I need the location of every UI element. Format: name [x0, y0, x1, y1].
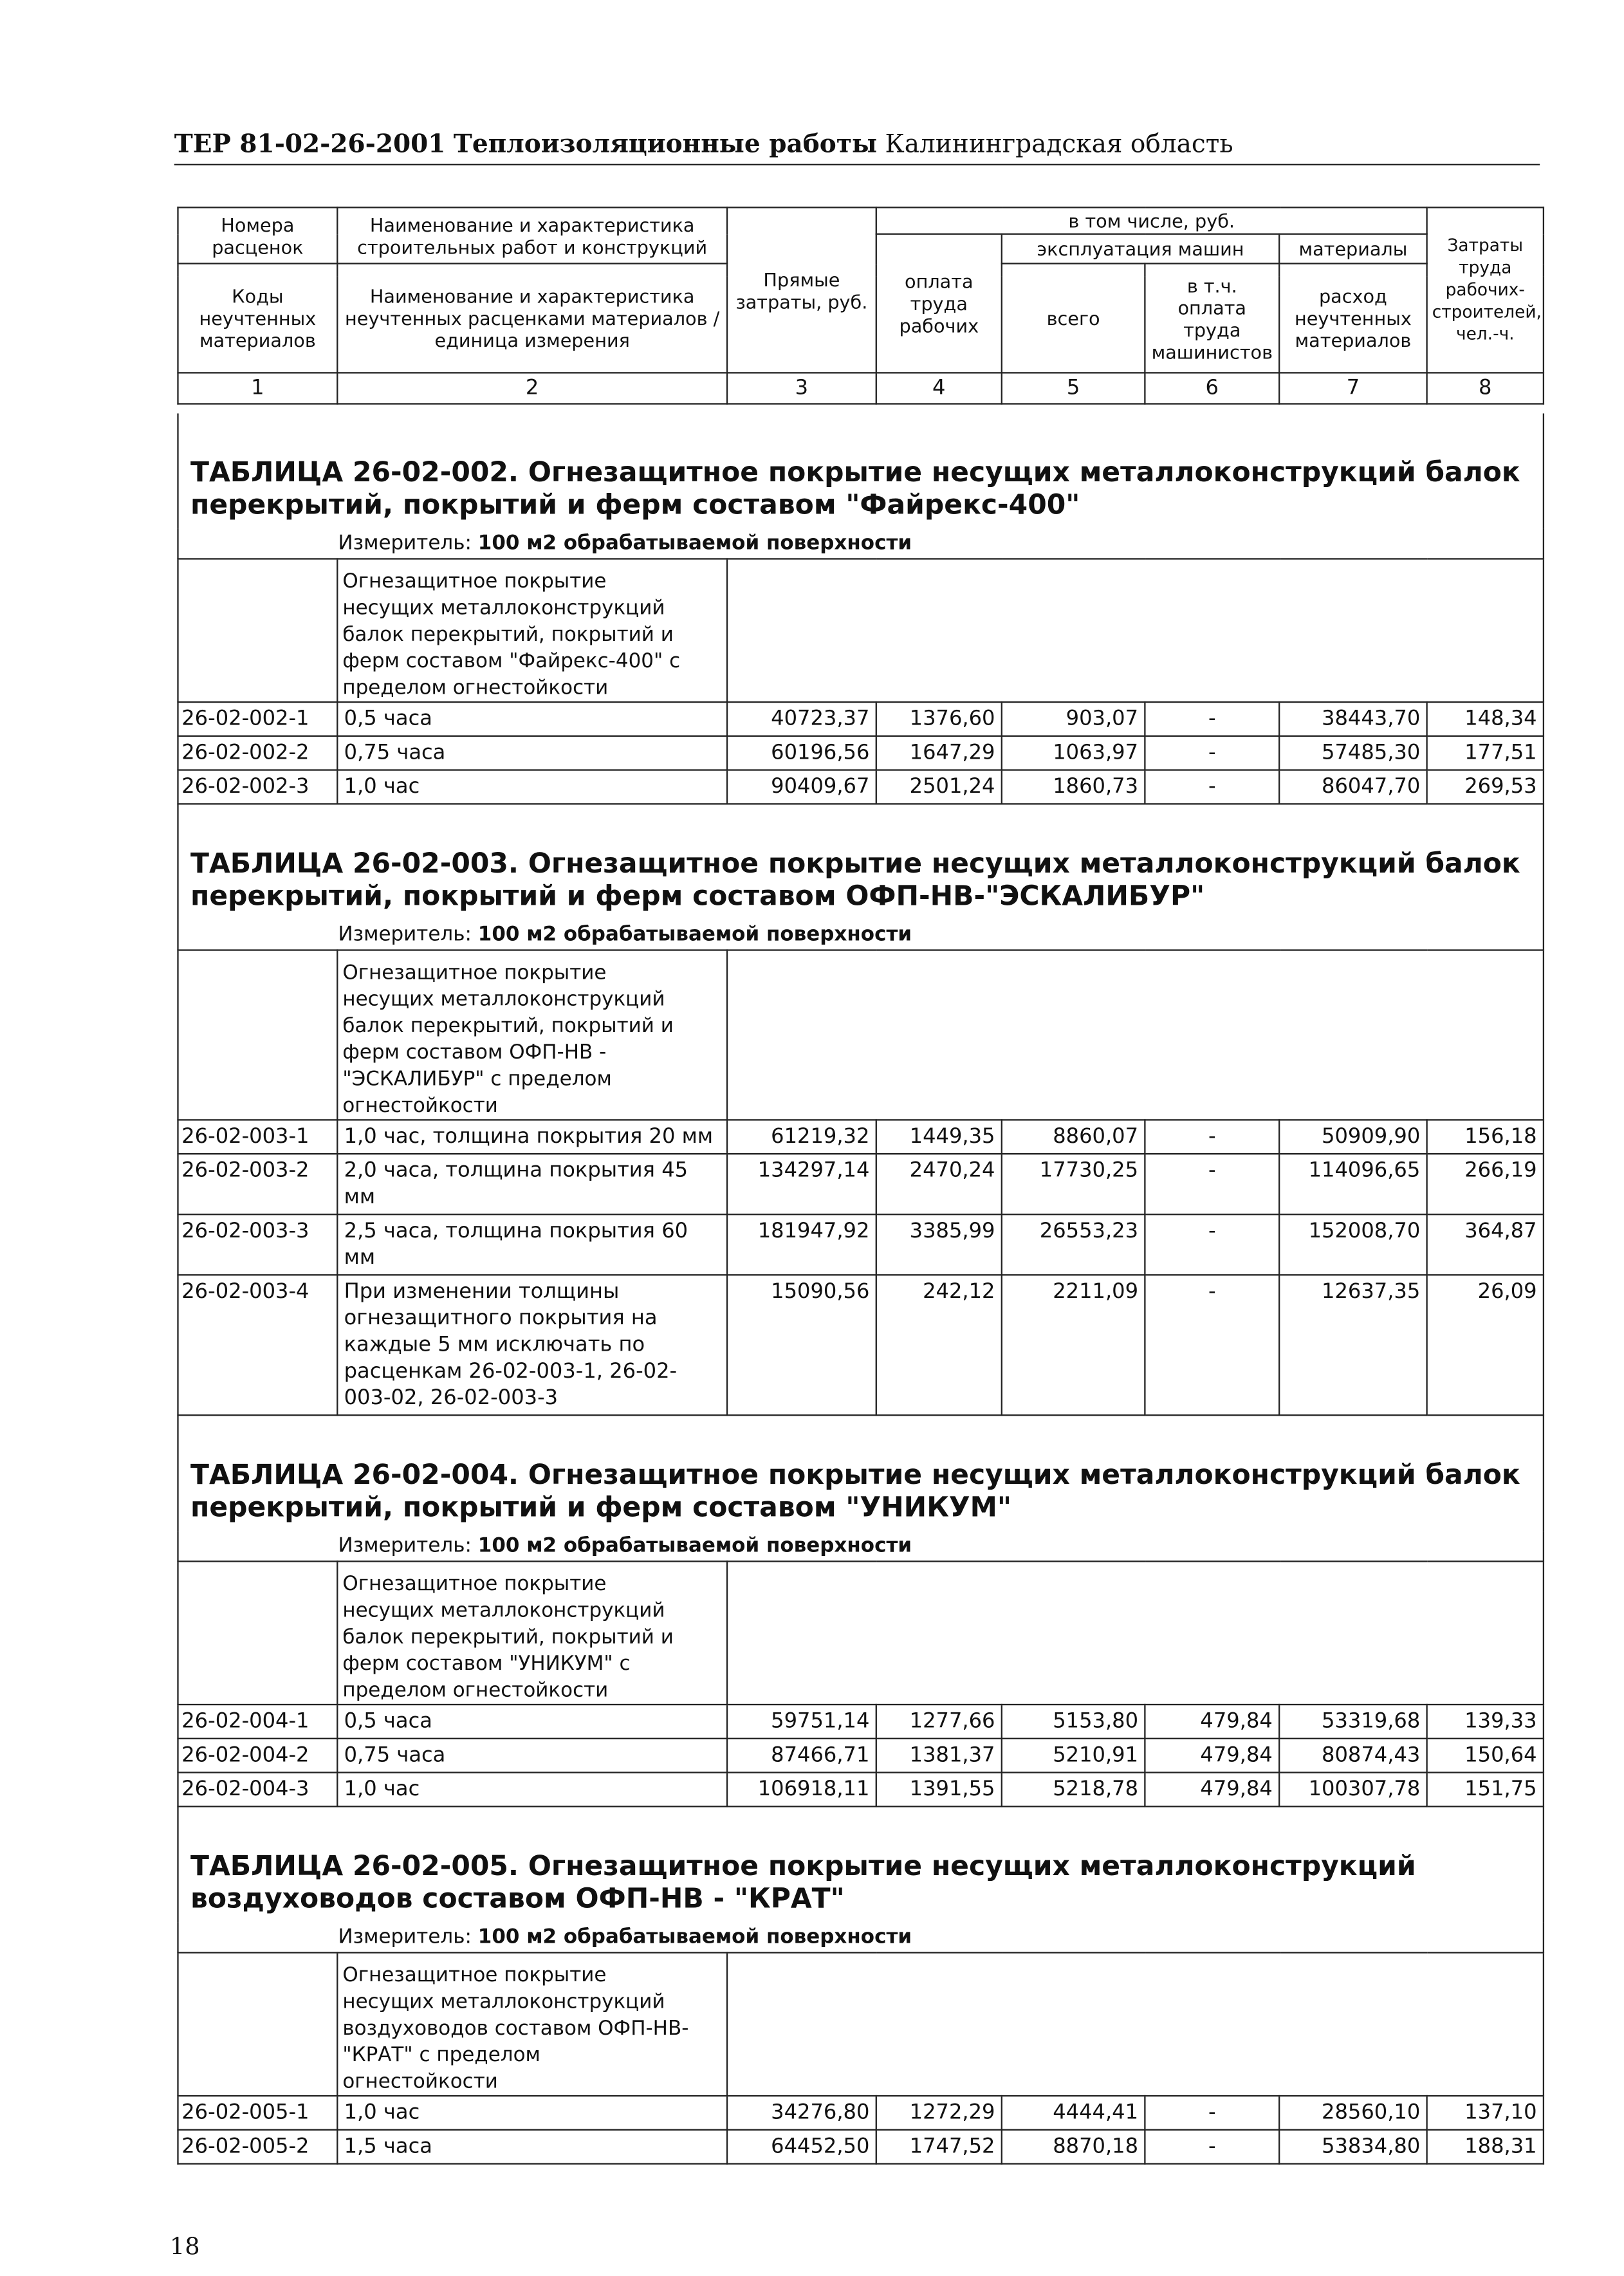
rate-description: 1,0 час	[337, 770, 727, 804]
col1-header-bottom: Коды неучтенных материалов	[178, 264, 337, 373]
col8-header: Затраты труда рабочих-строителей, чел.-ч.	[1427, 207, 1544, 373]
region: Калининградская область	[885, 129, 1233, 160]
code-cell-empty	[178, 950, 337, 1120]
direct-cost: 61219,32	[727, 1120, 876, 1154]
section-title: ТАБЛИЦА 26-02-002. Огнезащитное покрытие несущих металлоконструкций балок перекрытий, покрытий и ферм составом "Файрекс-400"	[178, 413, 1543, 528]
measurer-value: 100 м2 обрабатываемой поверхности	[477, 1925, 912, 1949]
labor-wages: 1391,55	[876, 1773, 1002, 1807]
rate-description: При изменении толщины огнезащитного покрытия на каждые 5 мм исключать по расценкам 26-02-003-1, 26-02-003-02, 26-02-003-3	[337, 1275, 727, 1415]
table-row	[178, 1120, 1543, 1154]
page-number: 18	[169, 2232, 200, 2261]
direct-cost: 181947,92	[727, 1214, 876, 1275]
machinist-wages: -	[1145, 1214, 1279, 1275]
labor-wages: 2501,24	[876, 770, 1002, 804]
rate-code: 26-02-003-3	[178, 1214, 337, 1275]
machines-total: 903,07	[1002, 702, 1145, 736]
rate-code: 26-02-002-1	[178, 702, 337, 736]
work-description: Огнезащитное покрытие несущих металлоконструкций балок перекрытий, покрытий и ферм составом ОФП-НВ - "ЭСКАЛИБУР" с пределом огнестойкости	[337, 950, 727, 1120]
breakdown-group-header: в том числе, руб.	[876, 207, 1427, 234]
col2-header-bottom: Наименование и характеристика неучтенных расценками материалов / единица измерения	[337, 264, 727, 373]
direct-cost: 134297,14	[727, 1154, 876, 1214]
measurer-label: Измеритель:	[338, 532, 472, 555]
materials-cost: 100307,78	[1279, 1773, 1426, 1807]
rate-description: 1,0 час	[337, 2096, 727, 2130]
col7-header: расход неучтенных материалов	[1279, 264, 1426, 373]
labor-wages: 242,12	[876, 1275, 1002, 1415]
table-row	[178, 1773, 1543, 1807]
column-header-table	[177, 207, 1544, 404]
col5-header: всего	[1002, 264, 1145, 373]
materials-cost: 38443,70	[1279, 702, 1426, 736]
labor-hours: 26,09	[1427, 1275, 1544, 1415]
direct-cost: 34276,80	[727, 2096, 876, 2130]
section-title-row	[178, 413, 1543, 528]
values-empty	[727, 950, 1544, 1120]
materials-cost: 53319,68	[1279, 1705, 1426, 1739]
standard-code: ТЕР 81-02-26-2001	[174, 129, 446, 160]
machines-total: 4444,41	[1002, 2096, 1145, 2130]
machinist-wages: -	[1145, 1120, 1279, 1154]
description-row	[178, 950, 1543, 1120]
measurer	[178, 1922, 1543, 1952]
measurer-row	[178, 528, 1543, 559]
code-cell-empty	[178, 559, 337, 702]
values-empty	[727, 559, 1544, 702]
labor-wages: 3385,99	[876, 1214, 1002, 1275]
rate-description: 2,0 часа, толщина покрытия 45 мм	[337, 1154, 727, 1214]
machines-total: 17730,25	[1002, 1154, 1145, 1214]
labor-wages: 1376,60	[876, 702, 1002, 736]
rate-description: 1,5 часа	[337, 2130, 727, 2164]
measurer-value: 100 м2 обрабатываемой поверхности	[477, 532, 912, 555]
measurer-label: Измеритель:	[338, 1925, 472, 1949]
labor-hours: 156,18	[1427, 1120, 1544, 1154]
machinist-wages: -	[1145, 2096, 1279, 2130]
code-cell-empty	[178, 1952, 337, 2096]
rate-description: 0,5 часа	[337, 702, 727, 736]
materials-group-header: материалы	[1279, 234, 1426, 264]
machines-total: 26553,23	[1002, 1214, 1145, 1275]
section-title-row	[178, 1806, 1543, 1922]
measurer-row	[178, 1531, 1543, 1561]
labor-hours: 364,87	[1427, 1214, 1544, 1275]
table-row	[178, 1214, 1543, 1275]
machines-total: 2211,09	[1002, 1275, 1145, 1415]
direct-cost: 40723,37	[727, 702, 876, 736]
materials-cost: 12637,35	[1279, 1275, 1426, 1415]
materials-cost: 114096,65	[1279, 1154, 1426, 1214]
column-number-row	[178, 373, 1543, 403]
machinist-wages: 479,84	[1145, 1739, 1279, 1773]
column-number: 3	[727, 373, 876, 403]
table-row	[178, 2130, 1543, 2164]
materials-cost: 86047,70	[1279, 770, 1426, 804]
machinist-wages: -	[1145, 1275, 1279, 1415]
rates-table	[177, 413, 1544, 2164]
section-title: ТАБЛИЦА 26-02-004. Огнезащитное покрытие несущих металлоконструкций балок перекрытий, покрытий и ферм составом "УНИКУМ"	[178, 1415, 1543, 1531]
labor-wages: 2470,24	[876, 1154, 1002, 1214]
labor-hours: 148,34	[1427, 702, 1544, 736]
table-row	[178, 702, 1543, 736]
labor-wages: 1272,29	[876, 2096, 1002, 2130]
machines-total: 8860,07	[1002, 1120, 1145, 1154]
direct-cost: 87466,71	[727, 1739, 876, 1773]
direct-cost: 59751,14	[727, 1705, 876, 1739]
code-cell-empty	[178, 1561, 337, 1705]
rate-code: 26-02-004-3	[178, 1773, 337, 1807]
table-row	[178, 1154, 1543, 1214]
section-title-row	[178, 1415, 1543, 1531]
measurer-row	[178, 920, 1543, 950]
section-title: ТАБЛИЦА 26-02-005. Огнезащитное покрытие несущих металлоконструкций воздуховодов составом ОФП-НВ - "КРАТ"	[178, 1806, 1543, 1922]
rate-description: 1,0 час, толщина покрытия 20 мм	[337, 1120, 727, 1154]
labor-hours: 137,10	[1427, 2096, 1544, 2130]
values-empty	[727, 1561, 1544, 1705]
measurer	[178, 1531, 1543, 1561]
measurer	[178, 528, 1543, 559]
work-title: Теплоизоляционные работы	[453, 129, 878, 160]
running-header	[174, 130, 1540, 165]
table-row	[178, 2096, 1543, 2130]
machinist-wages: -	[1145, 770, 1279, 804]
machinist-wages: -	[1145, 2130, 1279, 2164]
machines-total: 5218,78	[1002, 1773, 1145, 1807]
rate-code: 26-02-003-2	[178, 1154, 337, 1214]
materials-cost: 57485,30	[1279, 736, 1426, 770]
col3-header: Прямые затраты, руб.	[727, 207, 876, 373]
machines-total: 5210,91	[1002, 1739, 1145, 1773]
rate-description: 0,75 часа	[337, 736, 727, 770]
machinist-wages: -	[1145, 736, 1279, 770]
values-empty	[727, 1952, 1544, 2096]
measurer-row	[178, 1922, 1543, 1952]
measurer-value: 100 м2 обрабатываемой поверхности	[477, 923, 912, 947]
machinist-wages: -	[1145, 702, 1279, 736]
rate-code: 26-02-005-1	[178, 2096, 337, 2130]
labor-wages: 1277,66	[876, 1705, 1002, 1739]
rate-description: 1,0 час	[337, 1773, 727, 1807]
table-row	[178, 1275, 1543, 1415]
direct-cost: 60196,56	[727, 736, 876, 770]
table-row	[178, 770, 1543, 804]
machinist-wages: -	[1145, 1154, 1279, 1214]
rate-code: 26-02-002-3	[178, 770, 337, 804]
measurer	[178, 920, 1543, 950]
rate-code: 26-02-003-1	[178, 1120, 337, 1154]
labor-wages: 1381,37	[876, 1739, 1002, 1773]
materials-cost: 152008,70	[1279, 1214, 1426, 1275]
table-row	[178, 1705, 1543, 1739]
work-description: Огнезащитное покрытие несущих металлоконструкций балок перекрытий, покрытий и ферм составом "Файрекс-400" с пределом огнестойкости	[337, 559, 727, 702]
work-description: Огнезащитное покрытие несущих металлоконструкций воздуховодов составом ОФП-НВ- "КРАТ" с пределом огнестойкости	[337, 1952, 727, 2096]
materials-cost: 80874,43	[1279, 1739, 1426, 1773]
direct-cost: 64452,50	[727, 2130, 876, 2164]
column-number: 4	[876, 373, 1002, 403]
machines-total: 5153,80	[1002, 1705, 1145, 1739]
direct-cost: 90409,67	[727, 770, 876, 804]
machines-total: 1860,73	[1002, 770, 1145, 804]
section-title-row	[178, 804, 1543, 920]
direct-cost: 106918,11	[727, 1773, 876, 1807]
machines-total: 8870,18	[1002, 2130, 1145, 2164]
measurer-value: 100 м2 обрабатываемой поверхности	[477, 1533, 912, 1558]
description-row	[178, 1952, 1543, 2096]
rate-code: 26-02-003-4	[178, 1275, 337, 1415]
labor-hours: 269,53	[1427, 770, 1544, 804]
rate-description: 0,5 часа	[337, 1705, 727, 1739]
rate-code: 26-02-004-2	[178, 1739, 337, 1773]
table-row	[178, 1739, 1543, 1773]
labor-wages: 1647,29	[876, 736, 1002, 770]
materials-cost: 50909,90	[1279, 1120, 1426, 1154]
materials-cost: 28560,10	[1279, 2096, 1426, 2130]
labor-hours: 151,75	[1427, 1773, 1544, 1807]
labor-wages: 1747,52	[876, 2130, 1002, 2164]
measurer-label: Измеритель:	[338, 1533, 472, 1558]
description-row	[178, 1561, 1543, 1705]
table-row	[178, 736, 1543, 770]
col4-header: оплата труда рабочих	[876, 234, 1002, 373]
labor-hours: 177,51	[1427, 736, 1544, 770]
direct-cost: 15090,56	[727, 1275, 876, 1415]
machines-group-header: эксплуатация машин	[1002, 234, 1279, 264]
column-number: 1	[178, 373, 337, 403]
measurer-label: Измеритель:	[338, 923, 472, 947]
col2-header-top: Наименование и характеристика строительных работ и конструкций	[337, 207, 727, 263]
materials-cost: 53834,80	[1279, 2130, 1426, 2164]
machinist-wages: 479,84	[1145, 1705, 1279, 1739]
section-title: ТАБЛИЦА 26-02-003. Огнезащитное покрытие несущих металлоконструкций балок перекрытий, покрытий и ферм составом ОФП-НВ-"ЭСКАЛИБУР"	[178, 804, 1543, 920]
rate-description: 0,75 часа	[337, 1739, 727, 1773]
labor-wages: 1449,35	[876, 1120, 1002, 1154]
machinist-wages: 479,84	[1145, 1773, 1279, 1807]
labor-hours: 188,31	[1427, 2130, 1544, 2164]
rate-description: 2,5 часа, толщина покрытия 60 мм	[337, 1214, 727, 1275]
column-number: 5	[1002, 373, 1145, 403]
rate-code: 26-02-004-1	[178, 1705, 337, 1739]
col1-header-top: Номера расценок	[178, 207, 337, 263]
work-description: Огнезащитное покрытие несущих металлоконструкций балок перекрытий, покрытий и ферм составом "УНИКУМ" с пределом огнестойкости	[337, 1561, 727, 1705]
rate-code: 26-02-002-2	[178, 736, 337, 770]
labor-hours: 266,19	[1427, 1154, 1544, 1214]
description-row	[178, 559, 1543, 702]
column-number: 8	[1427, 373, 1544, 403]
rate-code: 26-02-005-2	[178, 2130, 337, 2164]
labor-hours: 150,64	[1427, 1739, 1544, 1773]
column-number: 7	[1279, 373, 1426, 403]
labor-hours: 139,33	[1427, 1705, 1544, 1739]
column-number: 2	[337, 373, 727, 403]
machines-total: 1063,97	[1002, 736, 1145, 770]
col6-header: в т.ч. оплата труда машинистов	[1145, 264, 1279, 373]
column-number: 6	[1145, 373, 1279, 403]
